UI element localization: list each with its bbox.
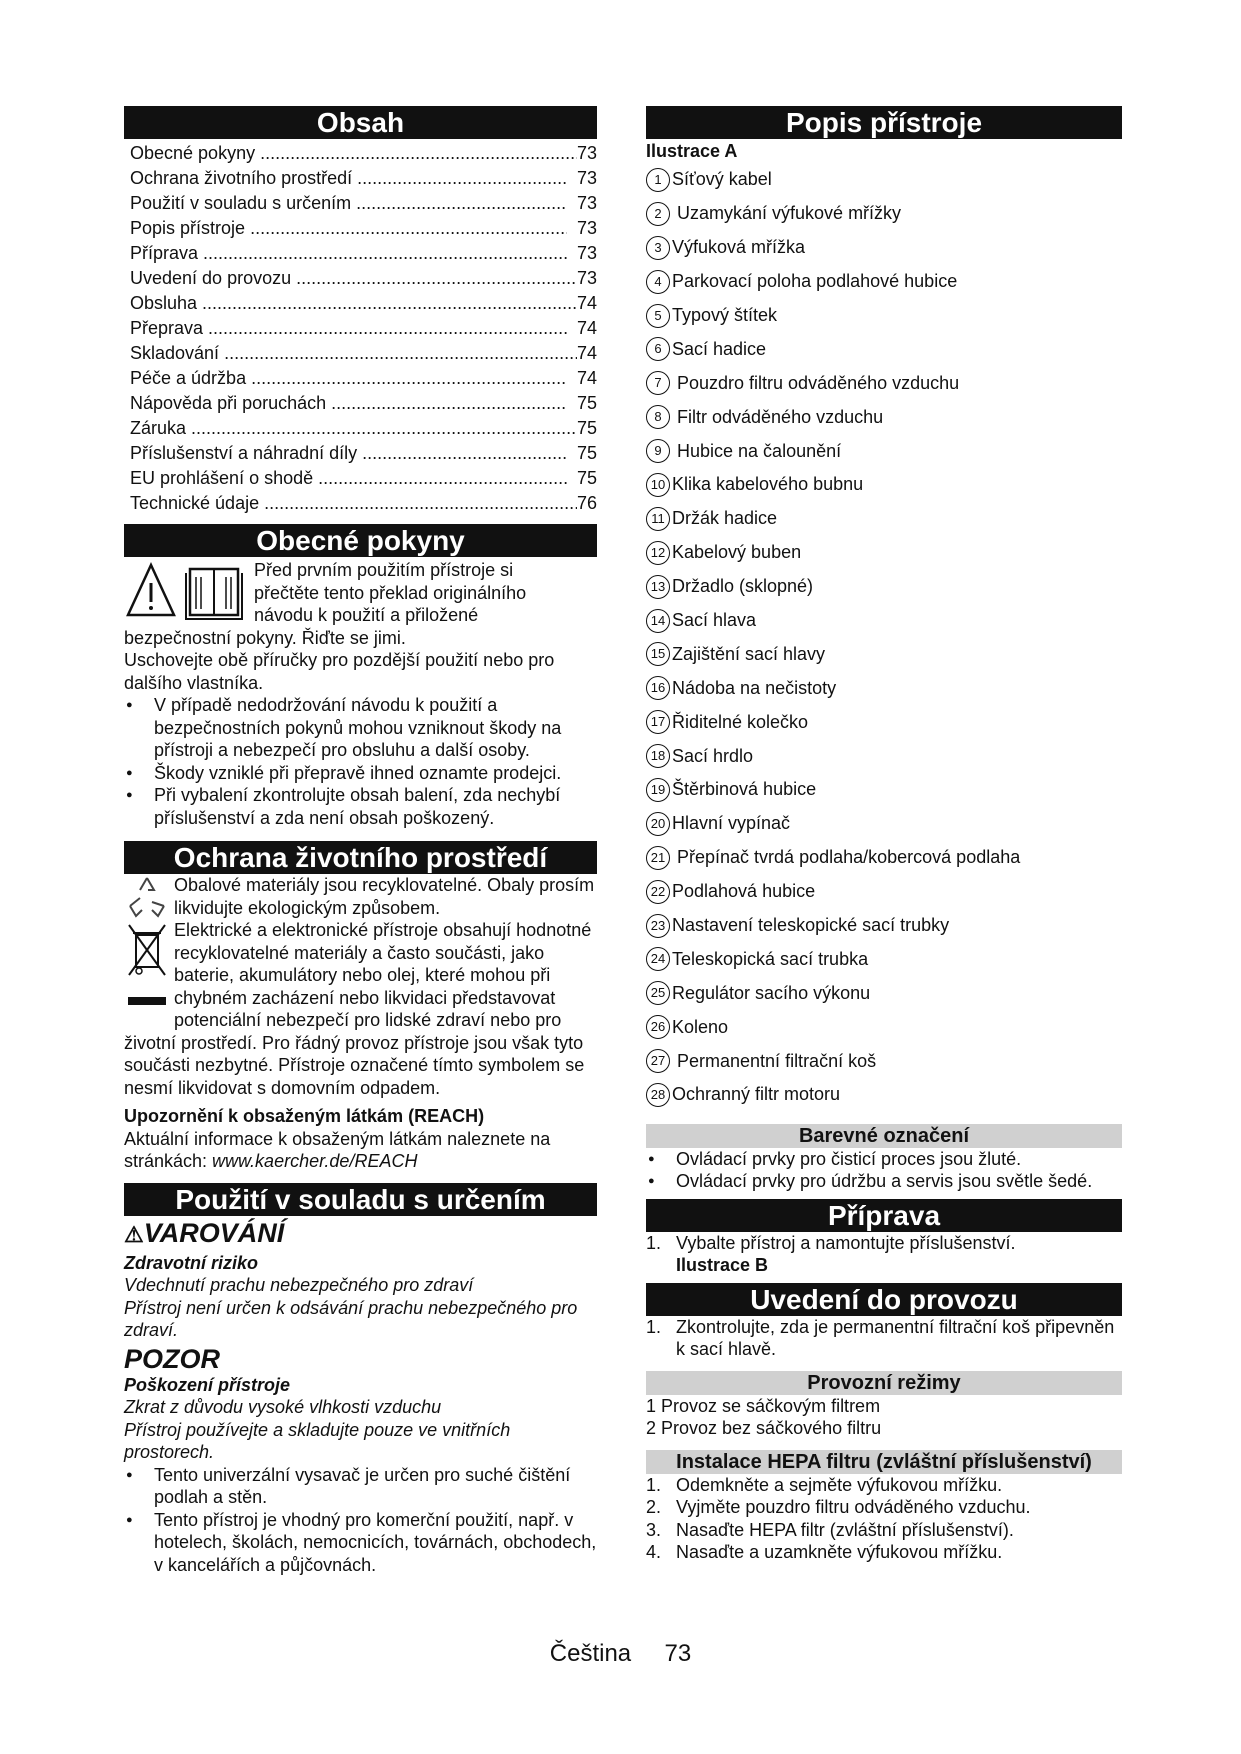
toc-heading: Obsah bbox=[124, 106, 597, 139]
part-label: Koleno bbox=[672, 1016, 729, 1037]
part-number-badge: 11 bbox=[646, 507, 670, 531]
startup-step: 1. Zkontrolujte, zda je permanentní filtrační koš připevněn k sací hlavě. bbox=[646, 1316, 1115, 1360]
part-item bbox=[646, 875, 1122, 909]
part-number-badge: 15 bbox=[646, 642, 670, 666]
footer-language: Čeština bbox=[549, 1640, 632, 1667]
part-item bbox=[646, 739, 1122, 773]
part-label: Řiditelné kolečko bbox=[672, 711, 809, 732]
part-label: Kabelový buben bbox=[672, 542, 802, 563]
part-label: Štěrbinová hubice bbox=[672, 779, 817, 800]
part-item bbox=[646, 231, 1122, 265]
general-heading: Obecné pokyny bbox=[124, 524, 597, 557]
recycling-icon bbox=[124, 874, 174, 918]
toc-item[interactable]: EU prohlášení o shodě ..... 75 bbox=[124, 466, 597, 491]
part-item bbox=[646, 468, 1122, 502]
part-label: Klika kabelového bubnu bbox=[672, 474, 864, 495]
part-item bbox=[646, 841, 1122, 875]
part-number-badge: 13 bbox=[646, 575, 670, 599]
toc-item[interactable]: Obsluha ..... 74 bbox=[124, 291, 597, 316]
part-label: Držák hadice bbox=[672, 508, 778, 529]
part-number-badge: 22 bbox=[646, 880, 670, 904]
toc-item[interactable]: Použití v souladu s určením ..... 73 bbox=[124, 191, 597, 216]
crossed-bin-icon bbox=[124, 919, 174, 1019]
part-label: Sací hrdlo bbox=[672, 745, 754, 766]
environment-electro: Elektrické a elektronické přístroje obsahují hodnotné recyklovatelné materiály a často součásti, jako baterie, akumulátory nebo olej, které mohou při chybném zacházení nebo likvidaci představovat potenciální nebezpečí pro lidské zdraví nebo pro životní prostředí. Pro řádný provoz přístroje jsou však tyto součásti nezbytné. Přístroje označené tímto symbolem se nesmí likvidovat s domovním odpadem. bbox=[124, 920, 592, 1098]
part-item bbox=[646, 942, 1122, 976]
part-number-badge: 25 bbox=[646, 981, 670, 1005]
part-number-badge: 8 bbox=[646, 405, 670, 429]
intended-use-heading: Použití v souladu s určením bbox=[124, 1183, 597, 1216]
part-label: Hubice na čalounění bbox=[672, 440, 842, 461]
color-marking-bullet: ● Ovládací prvky pro údržbu a servis jsou světle šedé. bbox=[646, 1170, 1122, 1193]
part-label: Typový štítek bbox=[672, 305, 778, 325]
hepa-heading: Instalace HEPA filtru (zvláštní příslušenství) bbox=[646, 1450, 1122, 1474]
part-item bbox=[646, 570, 1122, 604]
toc-list bbox=[124, 141, 597, 516]
part-item bbox=[646, 434, 1122, 468]
toc-item[interactable]: Uvedení do provozu ..... 73 bbox=[124, 266, 597, 291]
toc-item[interactable]: Skladování ..... 74 bbox=[124, 341, 597, 366]
environment-heading: Ochrana životního prostředí bbox=[124, 841, 597, 874]
startup-heading: Uvedení do provozu bbox=[646, 1283, 1122, 1316]
manual-book-icon bbox=[186, 569, 242, 619]
footer-page-number: 73 bbox=[664, 1640, 692, 1667]
part-label: Výfuková mřížka bbox=[672, 237, 806, 258]
toc-item[interactable]: Péče a údržba ..... 74 bbox=[124, 366, 597, 391]
part-label: Teleskopická sací trubka bbox=[672, 948, 869, 969]
part-number-badge: 7 bbox=[646, 371, 670, 395]
general-bullet: ● Při vybalení zkontrolujte obsah balení, zda nechybí příslušenství a zda není obsah poškozený. bbox=[124, 784, 597, 829]
color-marking-bullet: ● Ovládací prvky pro čisticí proces jsou žluté. bbox=[646, 1148, 1122, 1171]
part-label: Nádoba na nečistoty bbox=[672, 677, 837, 698]
toc-item[interactable]: Příprava ..... 73 bbox=[124, 241, 597, 266]
part-item bbox=[646, 1010, 1122, 1044]
part-number-badge: 28 bbox=[646, 1083, 670, 1107]
general-bullet: ● Škody vzniklé při přepravě ihned oznamte prodejci. bbox=[124, 762, 597, 785]
warning-manual-icons bbox=[124, 559, 254, 625]
part-label: Sací hadice bbox=[672, 338, 767, 359]
part-item bbox=[646, 163, 1122, 197]
toc-item[interactable]: Příslušenství a náhradní díly ..... 75 bbox=[124, 441, 597, 466]
part-number-badge: 14 bbox=[646, 609, 670, 633]
part-label: Nastavení teleskopické sací trubky bbox=[672, 915, 950, 936]
parts-list bbox=[646, 163, 1122, 1112]
toc-item[interactable]: Záruka ..... 75 bbox=[124, 416, 597, 441]
part-item bbox=[646, 909, 1122, 943]
part-label: Síťový kabel bbox=[672, 169, 772, 190]
part-number-badge: 26 bbox=[646, 1015, 670, 1039]
part-number-badge: 2 bbox=[646, 202, 670, 226]
part-label: Filtr odváděného vzduchu bbox=[672, 406, 884, 427]
part-item bbox=[646, 773, 1122, 807]
part-number-badge: 4 bbox=[646, 270, 670, 294]
page-footer bbox=[0, 1640, 1241, 1668]
part-item bbox=[646, 976, 1122, 1010]
part-number-badge: 12 bbox=[646, 541, 670, 565]
color-marking-heading: Barevné označení bbox=[646, 1124, 1122, 1148]
part-number-badge: 16 bbox=[646, 676, 670, 700]
caution-label: POZOR bbox=[124, 1343, 221, 1374]
toc-item[interactable]: Technické údaje ..... 76 bbox=[124, 491, 597, 516]
hepa-step: 4. Nasaďte a uzamkněte výfukovou mřížku. bbox=[646, 1542, 1003, 1563]
hepa-step: 2. Vyjměte pouzdro filtru odváděného vzduchu. bbox=[646, 1497, 1031, 1518]
part-item bbox=[646, 807, 1122, 841]
part-item bbox=[646, 637, 1122, 671]
general-keep: Uschovejte obě příručky pro pozdější použití nebo pro dalšího vlastníka. bbox=[124, 650, 555, 693]
part-item bbox=[646, 502, 1122, 536]
warning-triangle-icon bbox=[124, 559, 254, 625]
part-item bbox=[646, 265, 1122, 299]
part-item bbox=[646, 671, 1122, 705]
intended-use-bullet: ● Tento univerzální vysavač je určen pro suché čištění podlah a stěn. bbox=[124, 1464, 597, 1509]
part-label: Zajištění sací hlavy bbox=[672, 643, 826, 664]
part-number-badge: 9 bbox=[646, 439, 670, 463]
warning-icon: ⚠ bbox=[124, 1221, 144, 1247]
part-label: Pouzdro filtru odváděného vzduchu bbox=[672, 372, 960, 393]
hepa-step: 3. Nasaďte HEPA filtr (zvláštní příslušenství). bbox=[646, 1519, 1014, 1540]
part-number-badge: 24 bbox=[646, 947, 670, 971]
intended-use-bullet: ● Tento přístroj je vhodný pro komerční použití, např. v hotelech, školách, nemocnicích, továrnách, obchodech, v kancelářích a půjčovnách. bbox=[124, 1509, 597, 1577]
part-item bbox=[646, 332, 1122, 366]
part-label: Podlahová hubice bbox=[672, 881, 816, 902]
part-item bbox=[646, 366, 1122, 400]
part-label: Ochranný filtr motoru bbox=[672, 1084, 841, 1105]
warning-label: ⚠VAROVÁNÍ bbox=[124, 1217, 285, 1248]
mode-item: 2 Provoz bez sáčkového filtru bbox=[646, 1418, 882, 1439]
part-item bbox=[646, 400, 1122, 434]
part-item bbox=[646, 197, 1122, 231]
part-number-badge: 17 bbox=[646, 710, 670, 734]
part-label: Permanentní filtrační koš bbox=[672, 1050, 877, 1071]
right-column bbox=[646, 106, 1122, 1564]
part-label: Přepínač tvrdá podlaha/kobercová podlaha bbox=[672, 847, 1021, 868]
part-number-badge: 23 bbox=[646, 914, 670, 938]
illustration-a-label: Ilustrace A bbox=[646, 141, 738, 161]
part-item bbox=[646, 705, 1122, 739]
part-label: Parkovací poloha podlahové hubice bbox=[672, 271, 958, 292]
part-number-badge: 10 bbox=[646, 473, 670, 497]
part-label: Hlavní vypínač bbox=[672, 813, 791, 834]
toc-item[interactable]: Obecné pokyny ..... 73 bbox=[124, 141, 597, 166]
illustration-b-label: Ilustrace B bbox=[676, 1255, 769, 1276]
preparation-heading: Příprava bbox=[646, 1199, 1122, 1232]
part-number-badge: 18 bbox=[646, 744, 670, 768]
general-intro: Před prvním použitím přístroje si přečtěte tento překlad originálního návodu k použití a přiložené bezpečnostní pokyny. Řiďte se jimi. bbox=[124, 560, 527, 648]
part-item bbox=[646, 536, 1122, 570]
hepa-step: 1. Odemkněte a sejměte výfukovou mřížku. bbox=[646, 1474, 1003, 1495]
toc-item[interactable]: Přeprava ..... 74 bbox=[124, 316, 597, 341]
environment-packaging: Obalové materiály jsou recyklovatelné. Obaly prosím likvidujte ekologickým způsobem. bbox=[124, 874, 597, 919]
part-label: Regulátor sacího výkonu bbox=[672, 982, 871, 1003]
part-label: Sací hlava bbox=[672, 610, 757, 631]
part-number-badge: 21 bbox=[646, 846, 670, 870]
left-column: Obsah Obecné pokyny ..... 73 Ochrana životního prostředí ..... 73 Použití v souladu s určením ..... 73 Popis přístroje ..... 73 Příprava ..... 73 Uvedení do provozu ..... 73 Obsluha ..... 74 Přeprava ..... 74 Skladování ..... 74 Péče a údržba ..... 74 Nápověda při poruchách ..... 75 Záruka ..... 75 Příslušenství a náhradní díly ..... 75 EU prohlášení o shodě ..... 75 Technické údaje ..... 76 Obecné pokyny Před prvním použitím přístroje si přečtěte tento překlad originálního návodu k použití a přiložené bezpečnostní pokyny. Řiďte se jimi. Uschovejte obě příručky pro pozdější použití nebo pro dalšího vlastníka. ● V případě nedodržování návodu k použití a bezpečnostních pokynů mohou vzniknout škody na přístroji a nebezpečí pro obsluhu a další osoby. ● Škody vzniklé při přepravě ihned oznamte prodejci. ● Při vybalení zkontrolujte obsah balení, zda nechybí příslušenství a zda není obsah poškozený. Ochrana životního prostředí Obalové materiály jsou recyklovatelné. Obaly prosím likvidujte ekologickým způsobem. Elektrické a elektronické přístroje obsahují hodnotné recyklovatelné materiály a často součásti, jako baterie, akumulátory nebo olej, které mohou při chybném zacházení nebo likvidaci představovat potenciální nebezpečí pro lidské zdraví nebo pro životní prostředí. Pro řádný provoz přístroje jsou však tyto součásti nezbytné. Přístroje označené tímto symbolem se nesmí likvidovat s domovním odpadem. Upozornění k obsaženým látkám (REACH) Aktuální informace k obsaženým látkám naleznete na stránkách: www.kaercher.de/REACH Použití v souladu s určením ⚠VAROVÁNÍ Zdravotní riziko Vdechnutí prachu nebezpečného pro zdraví Přístroj není určen k odsávání prachu nebezpečného pro zdraví. POZOR Poškození přístroje Zkrat z důvodu vysoké vlhkosti vzduchu Přístroj používejte a skladujte pouze ve vnitřních prostorech. ● Tento univerzální vysavač je určen pro suché čištění podlah a stěn. ● Tento přístroj je vhodný pro komerční použití, např. v hotelech, školách, nemocnicích, továrnách, obchodech, v kancelářích a půjčovnách. bbox=[124, 106, 597, 1576]
general-bullet: ● V případě nedodržování návodu k použití a bezpečnostních pokynů mohou vzniknout škody na přístroji a nebezpečí pro obsluhu a další osoby. bbox=[124, 694, 597, 762]
part-number-badge: 20 bbox=[646, 812, 670, 836]
part-item bbox=[646, 299, 1122, 333]
part-number-badge: 27 bbox=[646, 1049, 670, 1073]
part-number-badge: 6 bbox=[646, 337, 670, 361]
part-label: Držadlo (sklopné) bbox=[672, 576, 814, 597]
part-number-badge: 3 bbox=[646, 236, 670, 260]
part-number-badge: 1 bbox=[646, 168, 670, 192]
part-label: Uzamykání výfukové mřížky bbox=[672, 203, 902, 224]
toc-item[interactable]: Popis přístroje ..... 73 bbox=[124, 216, 597, 241]
toc-item[interactable]: Nápověda při poruchách ..... 75 bbox=[124, 391, 597, 416]
reach-title: Upozornění k obsaženým látkám (REACH) bbox=[124, 1106, 485, 1126]
part-number-badge: 5 bbox=[646, 304, 670, 328]
reach-link[interactable]: www.kaercher.de/REACH bbox=[212, 1151, 418, 1171]
toc-item[interactable]: Ochrana životního prostředí ..... 73 bbox=[124, 166, 597, 191]
part-item bbox=[646, 604, 1122, 638]
part-item bbox=[646, 1044, 1122, 1078]
device-heading: Popis přístroje bbox=[646, 106, 1122, 139]
mode-item: 1 Provoz se sáčkovým filtrem bbox=[646, 1395, 881, 1416]
part-item bbox=[646, 1078, 1122, 1112]
modes-heading: Provozní režimy bbox=[646, 1371, 1122, 1395]
part-number-badge: 19 bbox=[646, 778, 670, 802]
reach-text: Aktuální informace k obsaženým látkám naleznete na stránkách: www.kaercher.de/REACH bbox=[124, 1128, 551, 1171]
preparation-step: 1. Vybalte přístroj a namontujte příslušenství. bbox=[646, 1232, 1016, 1253]
